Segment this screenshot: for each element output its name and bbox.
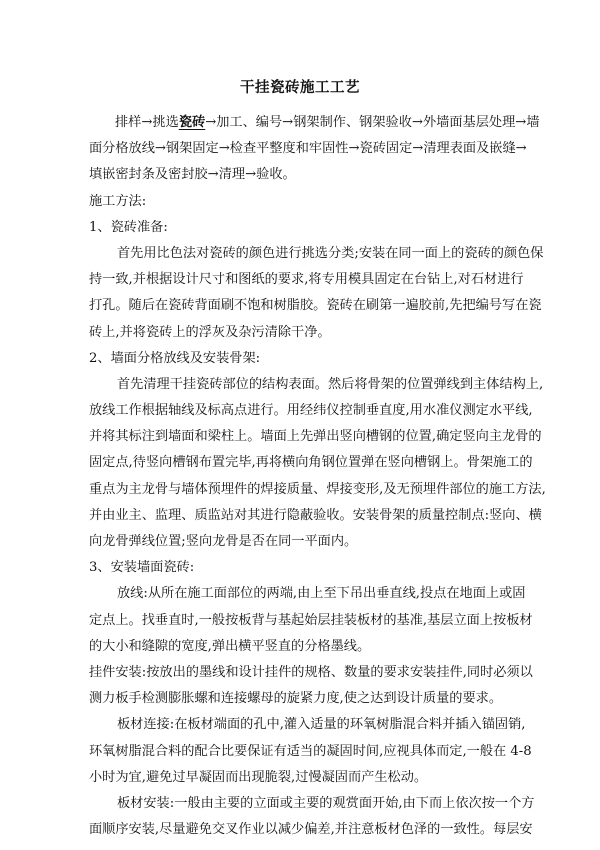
installation-paragraph-line: 面顺序安装,尽量避免交叉作业以减少偏差,并注意板材色泽的一致性。每层安 bbox=[89, 822, 533, 838]
process-flow-line-1 bbox=[89, 110, 540, 136]
process-flow-text: 排样→挑选 bbox=[115, 115, 179, 130]
connection-paragraph-line: 环氧树脂混合料的配合比要保证有适当的凝固时间,应视具体而定,一般在 4-8 bbox=[89, 743, 532, 759]
layout-paragraph-line: 的大小和缝隙的宽度,弹出横平竖直的分格墨线。 bbox=[89, 638, 371, 654]
section-1-paragraph-line: 首先用比色法对瓷砖的颜色进行挑选分类;安装在同一面上的瓷砖的颜色保 bbox=[117, 245, 544, 261]
process-flow-text: →加工、编号→钢架制作、钢架验收→外墙面基层处理→墙 bbox=[205, 115, 540, 130]
installation-paragraph-line: 板材安装:一般由主要的立面或主要的观赏面开始,由下而上依次按一个方 bbox=[117, 795, 535, 811]
layout-paragraph-line: 定点上。找垂直时,一般按板背与基起始层挂装板材的基准,基层立面上按板材 bbox=[89, 612, 533, 628]
section-2-paragraph-line: 并将其标注到墙面和梁柱上。墙面上先弹出竖向槽钢的位置,确定竖向主龙骨的 bbox=[89, 429, 542, 445]
document-title: 干挂瓷砖施工工艺 bbox=[240, 80, 360, 96]
fixture-paragraph-line: 挂件安装:按放出的墨线和设计挂件的规格、数量的要求安装挂件,同时必须以 bbox=[89, 664, 533, 680]
section-2-paragraph-line: 重点为主龙骨与墙体预埋件的焊接质量、焊接变形,及无预埋件部位的施工方法, bbox=[89, 481, 546, 497]
keyword-link[interactable]: 瓷砖 bbox=[178, 115, 206, 130]
connection-paragraph-line: 板材连接:在板材端面的孔中,灌入适量的环氧树脂混合料并插入锚固销, bbox=[117, 717, 526, 733]
section-1-paragraph-line: 砖上,并将瓷砖上的浮灰及杂污清除干净。 bbox=[89, 324, 331, 340]
section-2-paragraph-line: 首先清理干挂瓷砖部位的结构表面。然后将骨架的位置弹线到主体结构上, bbox=[117, 376, 544, 392]
section-2-paragraph-line: 固定点,待竖向槽钢布置完毕,再将横向角钢位置弹在竖向槽钢上。骨架施工的 bbox=[89, 455, 533, 471]
fixture-paragraph-line: 测力板手检测膨胀螺和连接螺母的旋紧力度,使之达到设计质量的要求。 bbox=[89, 691, 503, 707]
document-body bbox=[89, 110, 546, 843]
process-flow-line-2: 面分格放线→钢架固定→检查平整度和牢固性→瓷砖固定→清理表面及嵌缝→ bbox=[89, 141, 527, 157]
section-3-heading: 3、安装墙面瓷砖: bbox=[89, 560, 195, 576]
method-heading: 施工方法: bbox=[89, 193, 147, 209]
section-1-paragraph-line: 持一致,并根据设计尺寸和图纸的要求,将专用模具固定在台钻上,对石材进行 bbox=[89, 272, 524, 288]
section-2-paragraph-line: 并由业主、监理、质监站对其进行隐蔽验收。安装骨架的质量控制点:竖向、横 bbox=[89, 507, 542, 523]
section-2-paragraph-line: 放线工作根据轴线及标高点进行。用经纬仪控制垂直度,用水准仪测定水平线, bbox=[89, 403, 533, 419]
section-2-heading: 2、墙面分格放线及安装骨架: bbox=[89, 350, 261, 366]
process-flow-line-3: 填嵌密封条及密封胶→清理→验收。 bbox=[89, 167, 296, 183]
connection-paragraph-line: 小时为宜,避免过早凝固而出现脆裂,过慢凝固而产生松动。 bbox=[89, 769, 428, 785]
section-1-heading: 1、瓷砖准备: bbox=[89, 219, 168, 235]
section-1-paragraph-line: 打孔。随后在瓷砖背面刷不饱和树脂胶。瓷砖在刷第一遍胶前,先把编号写在瓷 bbox=[89, 298, 542, 314]
layout-paragraph-line: 放线:从所在施工面部位的两端,由上至下吊出垂直线,投点在地面上或固 bbox=[117, 586, 526, 602]
section-2-paragraph-line: 向龙骨弹线位置;竖向龙骨是否在同一平面内。 bbox=[89, 534, 358, 549]
